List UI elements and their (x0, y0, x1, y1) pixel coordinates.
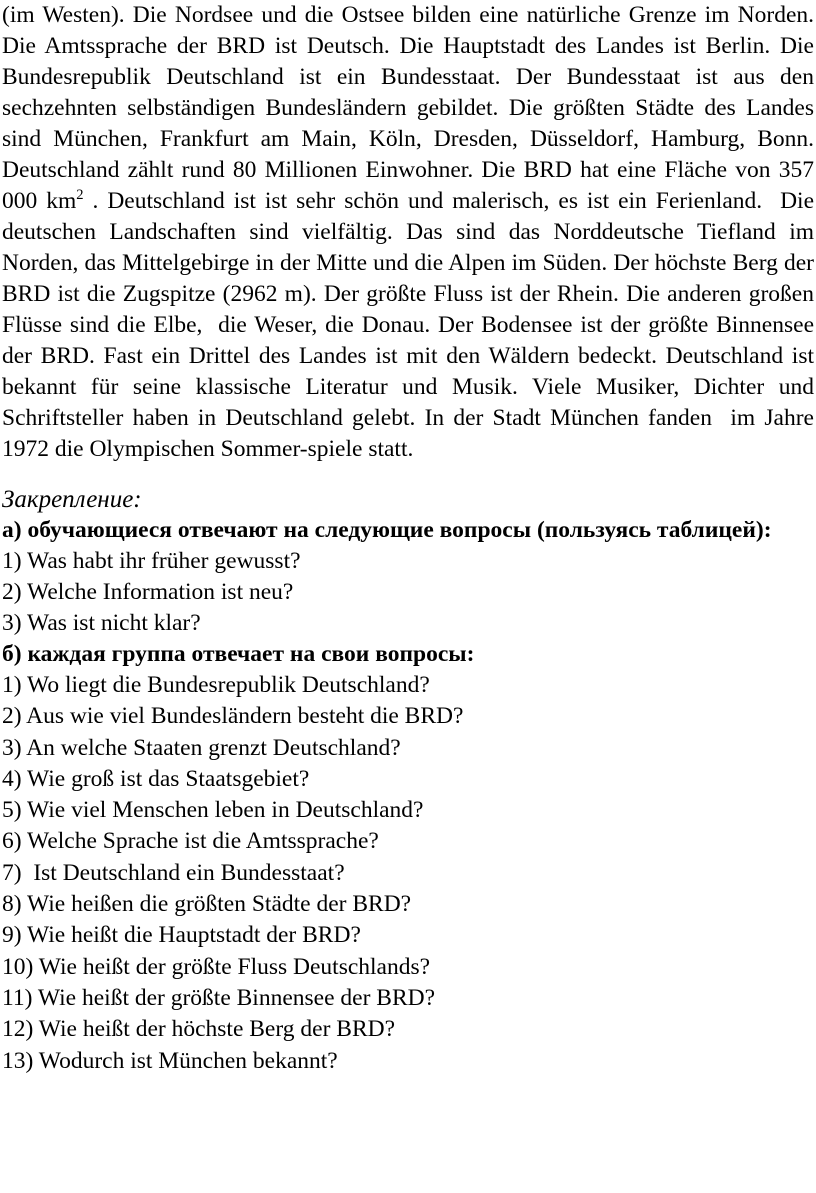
list-item: 2) Aus wie viel Bundesländern besteht die BRD? (2, 703, 464, 730)
subheading-group-a: а) обучающиеся отвечают на следующие вопросы (пользуясь таблицей): (2, 517, 772, 543)
list-item: 4) Wie groß ist das Staatsgebiet? (2, 765, 310, 792)
section-spacer (2, 465, 814, 484)
list-item: 13) Wodurch ist München bekannt? (2, 1047, 338, 1074)
list-item: 2) Welche Information ist neu? (2, 579, 294, 605)
list-item: 1) Wo liegt die Bundesrepublik Deutschland? (2, 672, 430, 698)
list-item: 11) Wie heißt der größte Binnensee der BRD? (2, 984, 436, 1011)
list-item: 8) Wie heißen die größten Städte der BRD? (2, 891, 412, 918)
list-item: 10) Wie heißt der größte Fluss Deutschlands? (2, 953, 431, 980)
list-item: 1) Was habt ihr früher gewusst? (2, 548, 301, 574)
list-item: 5) Wie viel Menschen leben in Deutschland? (2, 797, 424, 824)
list-item: 7) Ist Deutschland ein Bundesstaat? (2, 859, 345, 886)
list-item: 3) Was ist nicht klar? (2, 610, 201, 636)
subheading-group-b: б) каждая группа отвечает на свои вопросы: (2, 641, 475, 667)
german-body-paragraph: (im Westen). Die Nordsee und die Ostsee bilden eine natürliche Grenze im Norden. Die Amtssprache der BRD ist Deutsch. Die Hauptstadt des Landes ist Berlin. Die Bundesrepublik Deutschland ist ein Bundesstaat. Der Bundesstaat ist aus den sechzehnten selbständigen Bundesländern gebildet. Die größten Städte des Landes sind München, Frankfurt am Main, Köln, Dresden, Düsseldorf, Hamburg, Bonn. Deutschland zählt rund 80 Millionen Einwohner. Die BRD hat eine Fläche von 357 000 $km^2$ . Deutschland ist ist sehr schön und malerisch, es ist ein Ferienland. Die deutschen Landschaften sind vielfältig. Das sind das Norddeutsche Tiefland im Norden, das Mittelgebirge in der Mitte und die Alpen im Süden. Der höchste Berg der BRD ist die Zugspitze (2962 m). Der größte Fluss ist der Rhein. Die anderen großen Flüsse sind die Elbe, die Weser, die Donau. Der Bodensee ist der größte Binnensee der BRD. Fast ein Drittel des Landes ist mit den Wäldern bedeckt. Deutschland ist bekannt für seine klassische Literatur und Musik. Viele Musiker, Dichter und Schriftsteller haben in Deutschland gelebt. In der Stadt München fanden im Jahre 1972 die Olympischen Sommer-spiele statt. (2, 2, 814, 462)
list-item: 3) An welche Staaten grenzt Deutschland? (2, 734, 401, 761)
section-heading-zakreplenie: Закрепление: (2, 486, 142, 513)
question-list-group-a (2, 546, 814, 639)
list-item: 12) Wie heißt der höchste Berg der BRD? (2, 1016, 396, 1043)
list-item: 9) Wie heißt die Hauptstadt der BRD? (2, 922, 361, 949)
question-list-group-b (2, 670, 814, 1077)
list-item: 6) Welche Sprache ist die Amtssprache? (2, 828, 379, 855)
